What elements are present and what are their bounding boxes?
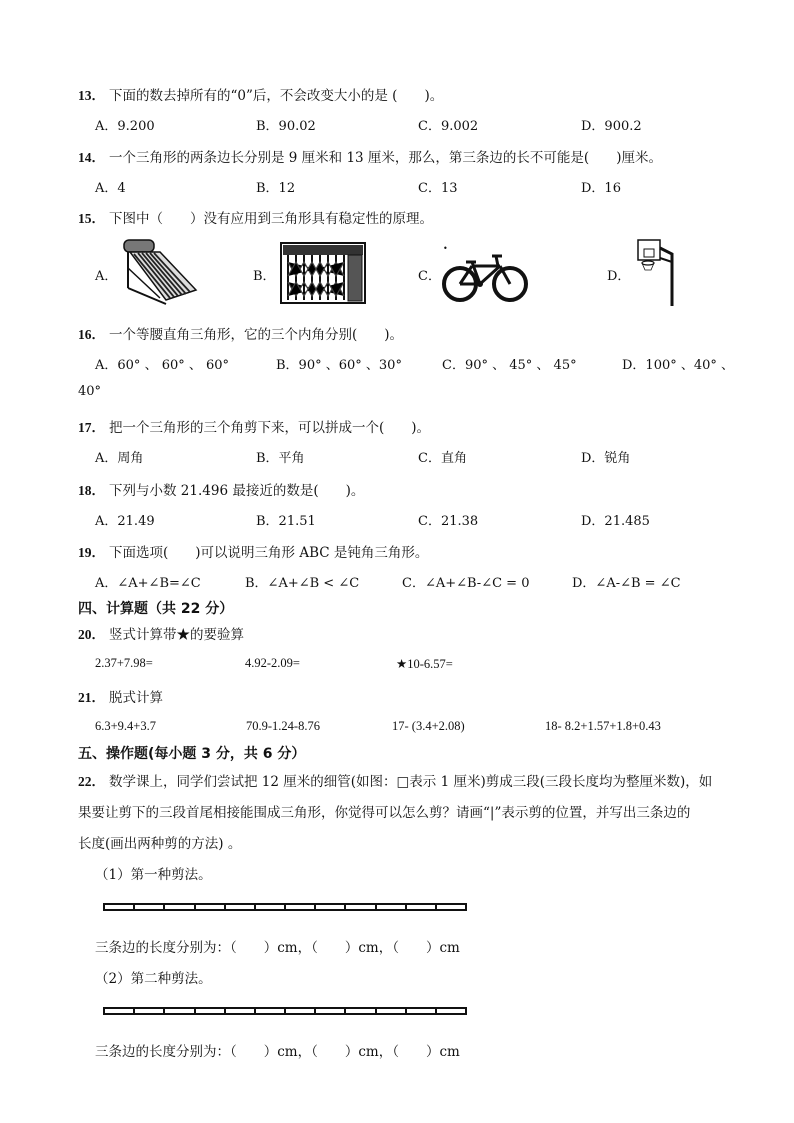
- question-19: [78, 541, 428, 561]
- bicycle-icon: [442, 250, 530, 304]
- question-13: [78, 84, 443, 104]
- option-b[interactable]: B．12: [256, 181, 296, 196]
- question-number: 17．: [78, 420, 105, 435]
- question-text: 竖式计算带★的要验算: [109, 627, 244, 643]
- question-20: [78, 623, 244, 643]
- option-c[interactable]: C．13: [418, 181, 458, 196]
- option-d[interactable]: D．100° 、40° 、: [622, 358, 735, 373]
- option-b[interactable]: B．平角: [256, 451, 305, 466]
- question-text: 脱式计算: [109, 690, 163, 706]
- question-number: 20．: [78, 627, 105, 642]
- calc-item: 70.9-1.24-8.76: [246, 719, 320, 733]
- option-a[interactable]: A．4: [95, 181, 126, 196]
- option-a[interactable]: A．9.200: [95, 119, 155, 134]
- question-17: [78, 416, 430, 436]
- option-b[interactable]: B．: [253, 269, 276, 284]
- option-c[interactable]: C．9.002: [418, 119, 479, 134]
- question-number: 22．: [78, 774, 105, 789]
- question-16: [78, 323, 403, 343]
- question-text: 一个等腰直角三角形，它的三个内角分别( )。: [109, 327, 404, 343]
- option-c[interactable]: C．90° 、 45° 、 45°: [442, 358, 577, 373]
- pipe-diagram-2[interactable]: [103, 1007, 467, 1015]
- basketball-hoop-icon: [632, 236, 682, 308]
- question-text: 一个三角形的两条边长分别是 9 厘米和 13 厘米，那么，第三条边的长不可能是( )厘米。: [109, 150, 662, 166]
- question-text: 下列与小数 21.496 最接近的数是( )。: [109, 483, 365, 499]
- question-text: 下面的数去掉所有的“0”后，不会改变大小的是 ( )。: [109, 88, 444, 104]
- dot-mark: •: [443, 244, 448, 253]
- question-number: 18．: [78, 483, 105, 498]
- question-22: [78, 770, 712, 790]
- calc-item: 17- (3.4+2.08): [392, 719, 465, 733]
- option-c[interactable]: C．: [418, 269, 441, 284]
- section-heading-calculation: 四、计算题（共 22 分）: [78, 601, 234, 617]
- calc-item: 2.37+7.98=: [95, 656, 153, 670]
- pipe-diagram-1[interactable]: [103, 903, 467, 911]
- question-22-line-3: 长度(画出两种剪的方法) 。: [78, 836, 242, 852]
- retractable-gate-icon: [280, 242, 366, 304]
- calc-item: 4.92-2.09=: [245, 656, 300, 670]
- question-number: 16．: [78, 327, 105, 342]
- answer-1-line[interactable]: 三条边的长度分别为：（ ）cm，（ ）cm，（ ）cm: [95, 940, 460, 956]
- option-a[interactable]: A．: [95, 269, 118, 284]
- option-d[interactable]: D．锐角: [581, 451, 631, 466]
- question-14: [78, 146, 662, 166]
- option-d-continued: 40°: [78, 384, 102, 399]
- question-18: [78, 479, 364, 499]
- solar-water-heater-icon: [120, 238, 200, 308]
- question-number: 13．: [78, 88, 105, 103]
- question-text: 数学课上，同学们尝试把 12 厘米的细管(如图：□表示 1 厘米)剪成三段(三段长度均为整厘米数)，如: [109, 774, 713, 790]
- section-heading-operation: 五、操作题(每小题 3 分，共 6 分）: [78, 746, 306, 762]
- option-b[interactable]: B．90° 、60° 、30°: [276, 358, 402, 373]
- question-text: 把一个三角形的三个角剪下来，可以拼成一个( )。: [109, 420, 431, 436]
- question-number: 15．: [78, 211, 105, 226]
- question-15: [78, 207, 433, 227]
- option-a[interactable]: A．21.49: [95, 514, 155, 529]
- question-22-line-2: 果要让剪下的三段首尾相接能围成三角形，你觉得可以怎么剪？请画“|”表示剪的位置，并写出三条边的: [78, 805, 691, 821]
- option-d[interactable]: D．16: [581, 181, 621, 196]
- question-text: 下图中（ ）没有应用到三角形具有稳定性的原理。: [109, 211, 433, 227]
- option-d[interactable]: D．21.485: [581, 514, 650, 529]
- question-number: 21．: [78, 690, 105, 705]
- calc-item: 18- 8.2+1.57+1.8+0.43: [545, 719, 661, 733]
- question-number: 19．: [78, 545, 105, 560]
- calc-item: 6.3+9.4+3.7: [95, 719, 156, 733]
- method-1-label: （1）第一种剪法。: [95, 867, 212, 883]
- calc-item: ★10-6.57=: [396, 657, 453, 671]
- option-c[interactable]: C．直角: [418, 451, 467, 466]
- option-b[interactable]: B．21.51: [256, 514, 316, 529]
- question-text: 下面选项( )可以说明三角形 ABC 是钝角三角形。: [109, 545, 429, 561]
- option-d[interactable]: D．900.2: [581, 119, 642, 134]
- option-c[interactable]: C．∠A+∠B-∠C = 0: [402, 576, 530, 591]
- answer-2-line[interactable]: 三条边的长度分别为：（ ）cm，（ ）cm，（ ）cm: [95, 1044, 460, 1060]
- option-c[interactable]: C．21.38: [418, 514, 479, 529]
- question-21: [78, 686, 163, 706]
- option-b[interactable]: B．∠A+∠B < ∠C: [245, 576, 360, 591]
- question-number: 14．: [78, 150, 105, 165]
- option-d[interactable]: D．∠A-∠B = ∠C: [572, 576, 681, 591]
- option-a[interactable]: A．周角: [95, 451, 144, 466]
- method-2-label: （2）第二种剪法。: [95, 971, 212, 987]
- option-a[interactable]: A．60° 、 60° 、 60°: [95, 358, 230, 373]
- option-a[interactable]: A．∠A+∠B=∠C: [95, 576, 201, 591]
- option-b[interactable]: B．90.02: [256, 119, 316, 134]
- option-d[interactable]: D．: [607, 269, 631, 284]
